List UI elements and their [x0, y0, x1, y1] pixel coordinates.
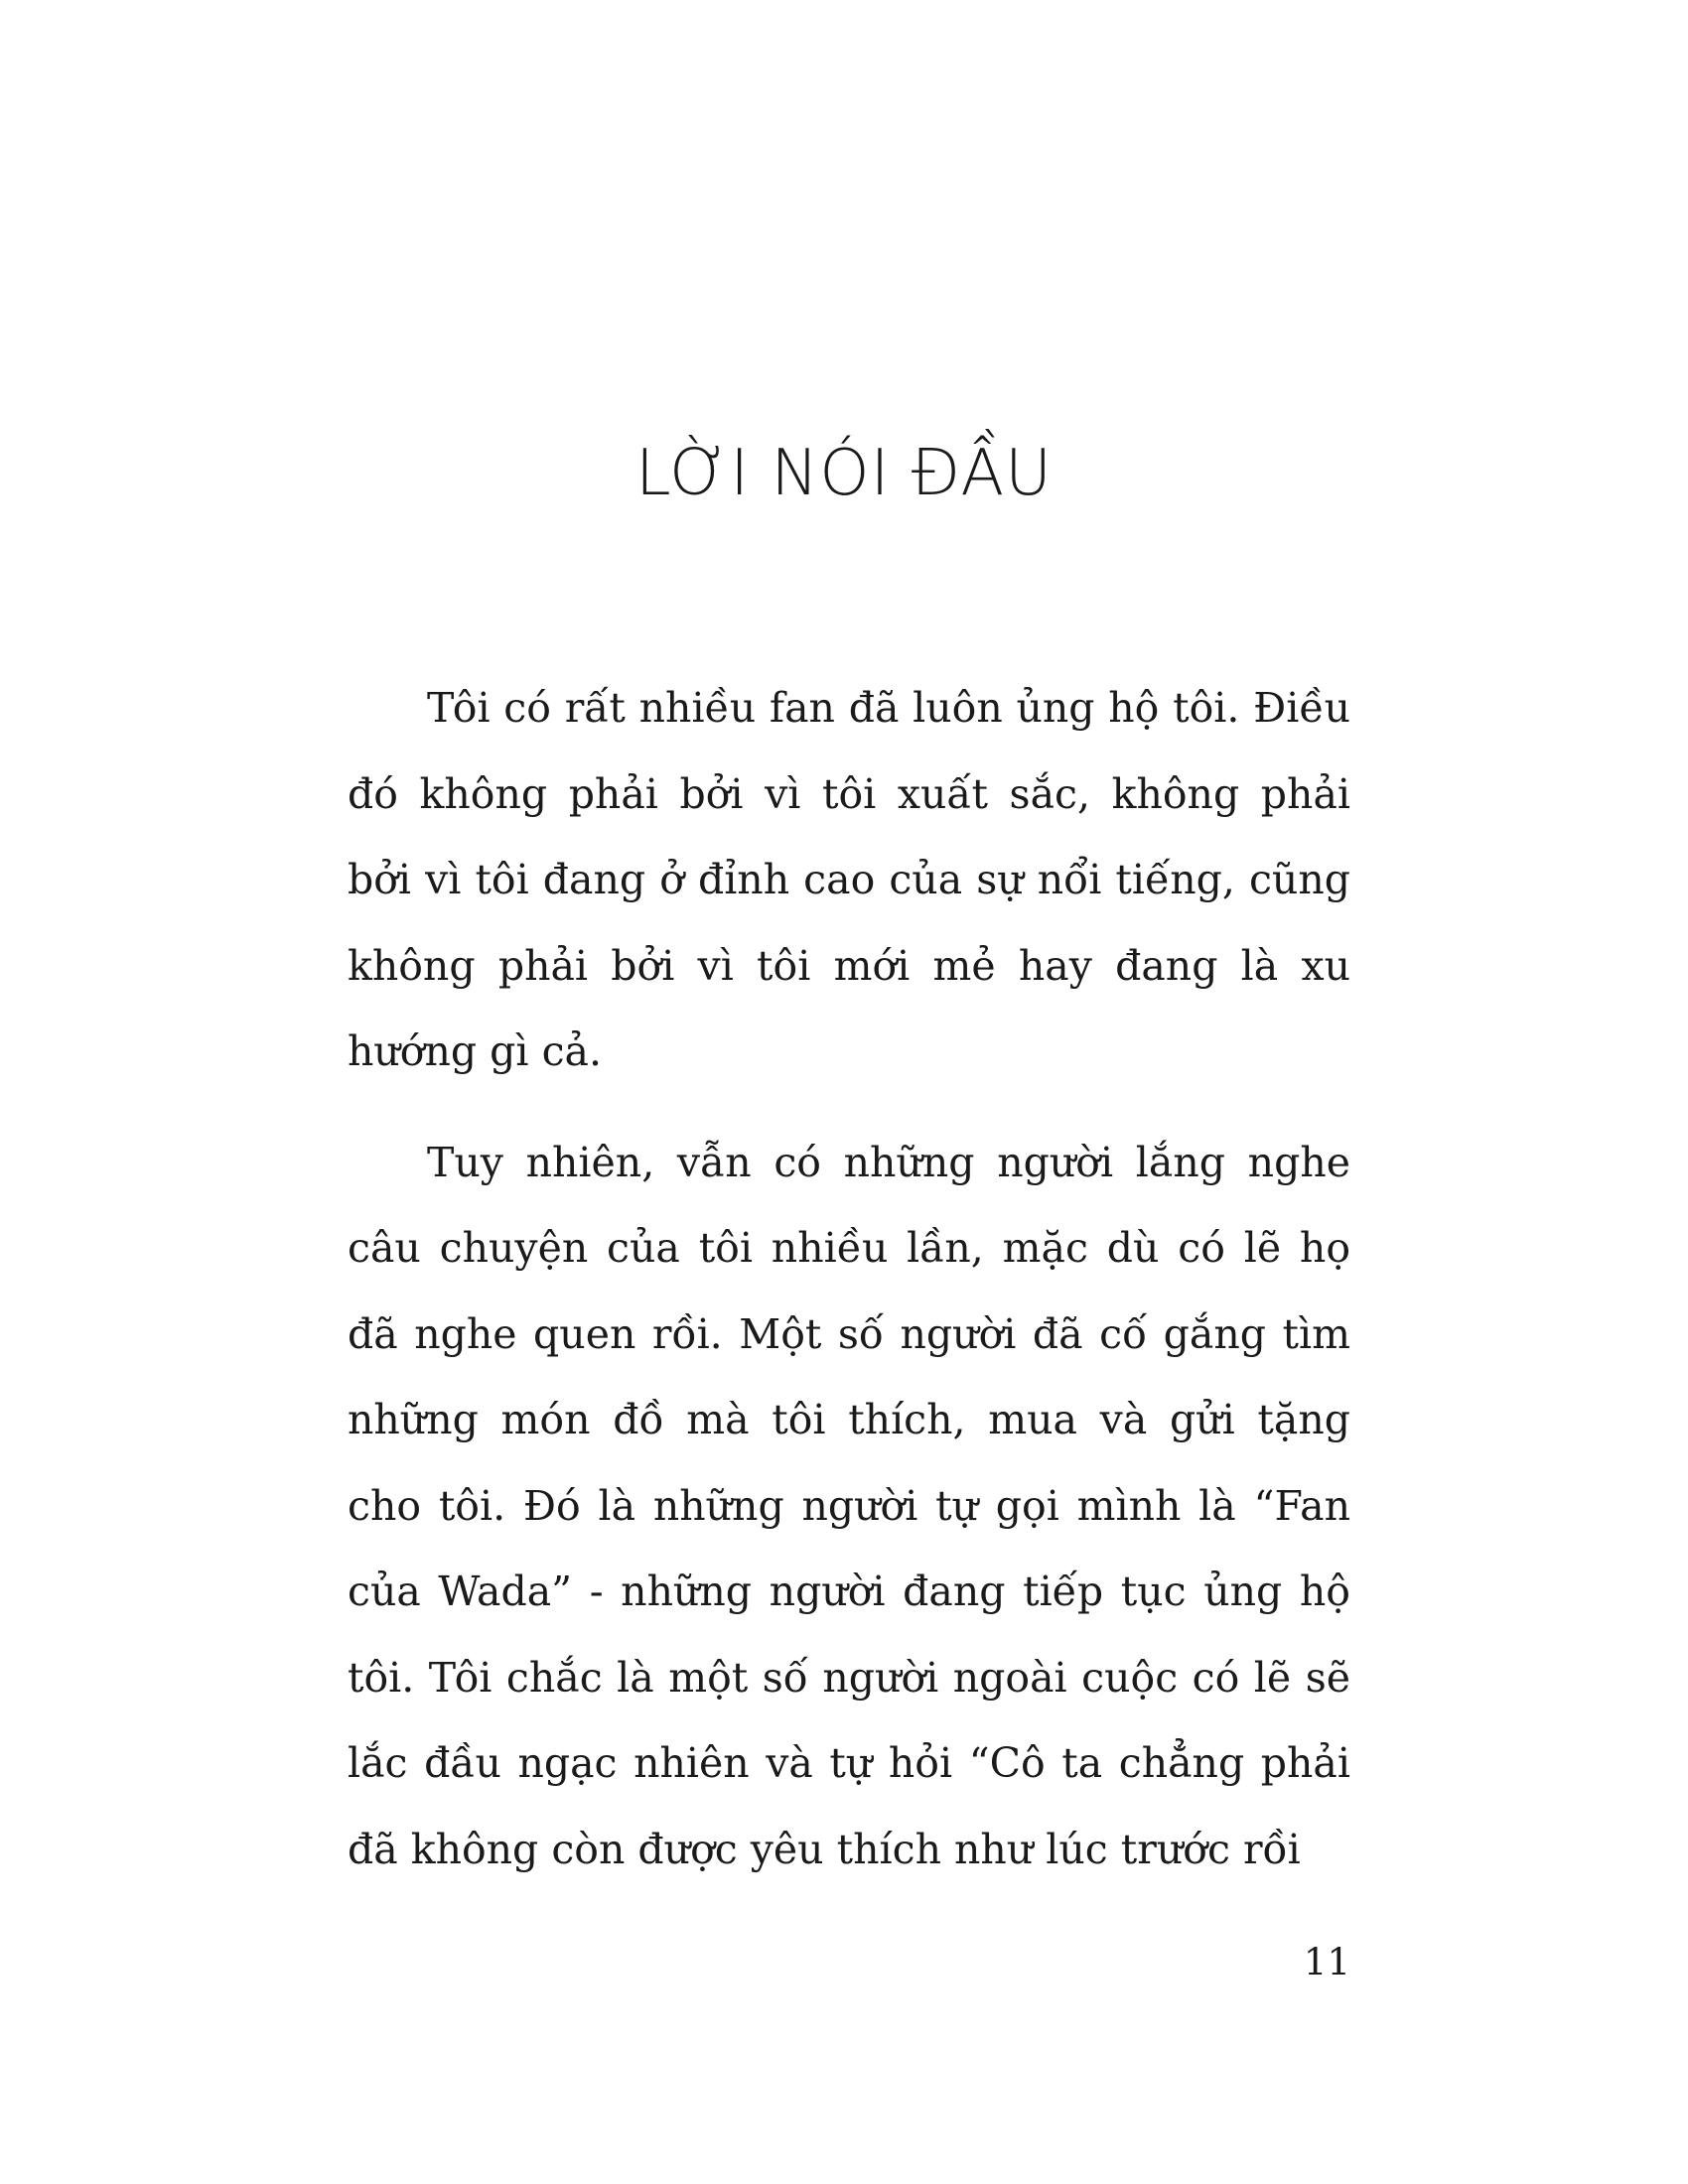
chapter-title: LỜI NÓI ĐẦU	[635, 437, 1053, 510]
paragraph: Tuy nhiên, vẫn có những người lắng nghe câu chuyện của tôi nhiều lần, mặc dù có lẽ họ đã nghe quen rồi. Một số người đã cố gắng tìm những món đồ mà tôi thích, mua và gửi tặng cho tôi. Đó là những người tự gọi mình là “Fan của Wada” - những người đang tiếp tục ủng hộ tôi. Tôi chắc là một số người ngoài cuộc có lẽ sẽ lắc đầu ngạc nhiên và tự hỏi “Cô ta chẳng phải đã không còn được yêu thích như lúc trước rồi	[348, 1138, 1350, 1873]
paragraph: Tôi có rất nhiều fan đã luôn ủng hộ tôi. Điều đó không phải bởi vì tôi xuất sắc, không phải bởi vì tôi đang ở đỉnh cao của sự nổi tiếng, cũng không phải bởi vì tôi mới mẻ hay đang là xu hướng gì cả.	[348, 684, 1350, 1075]
page-number: 11	[1303, 1941, 1350, 1983]
body-text	[348, 665, 1350, 1892]
